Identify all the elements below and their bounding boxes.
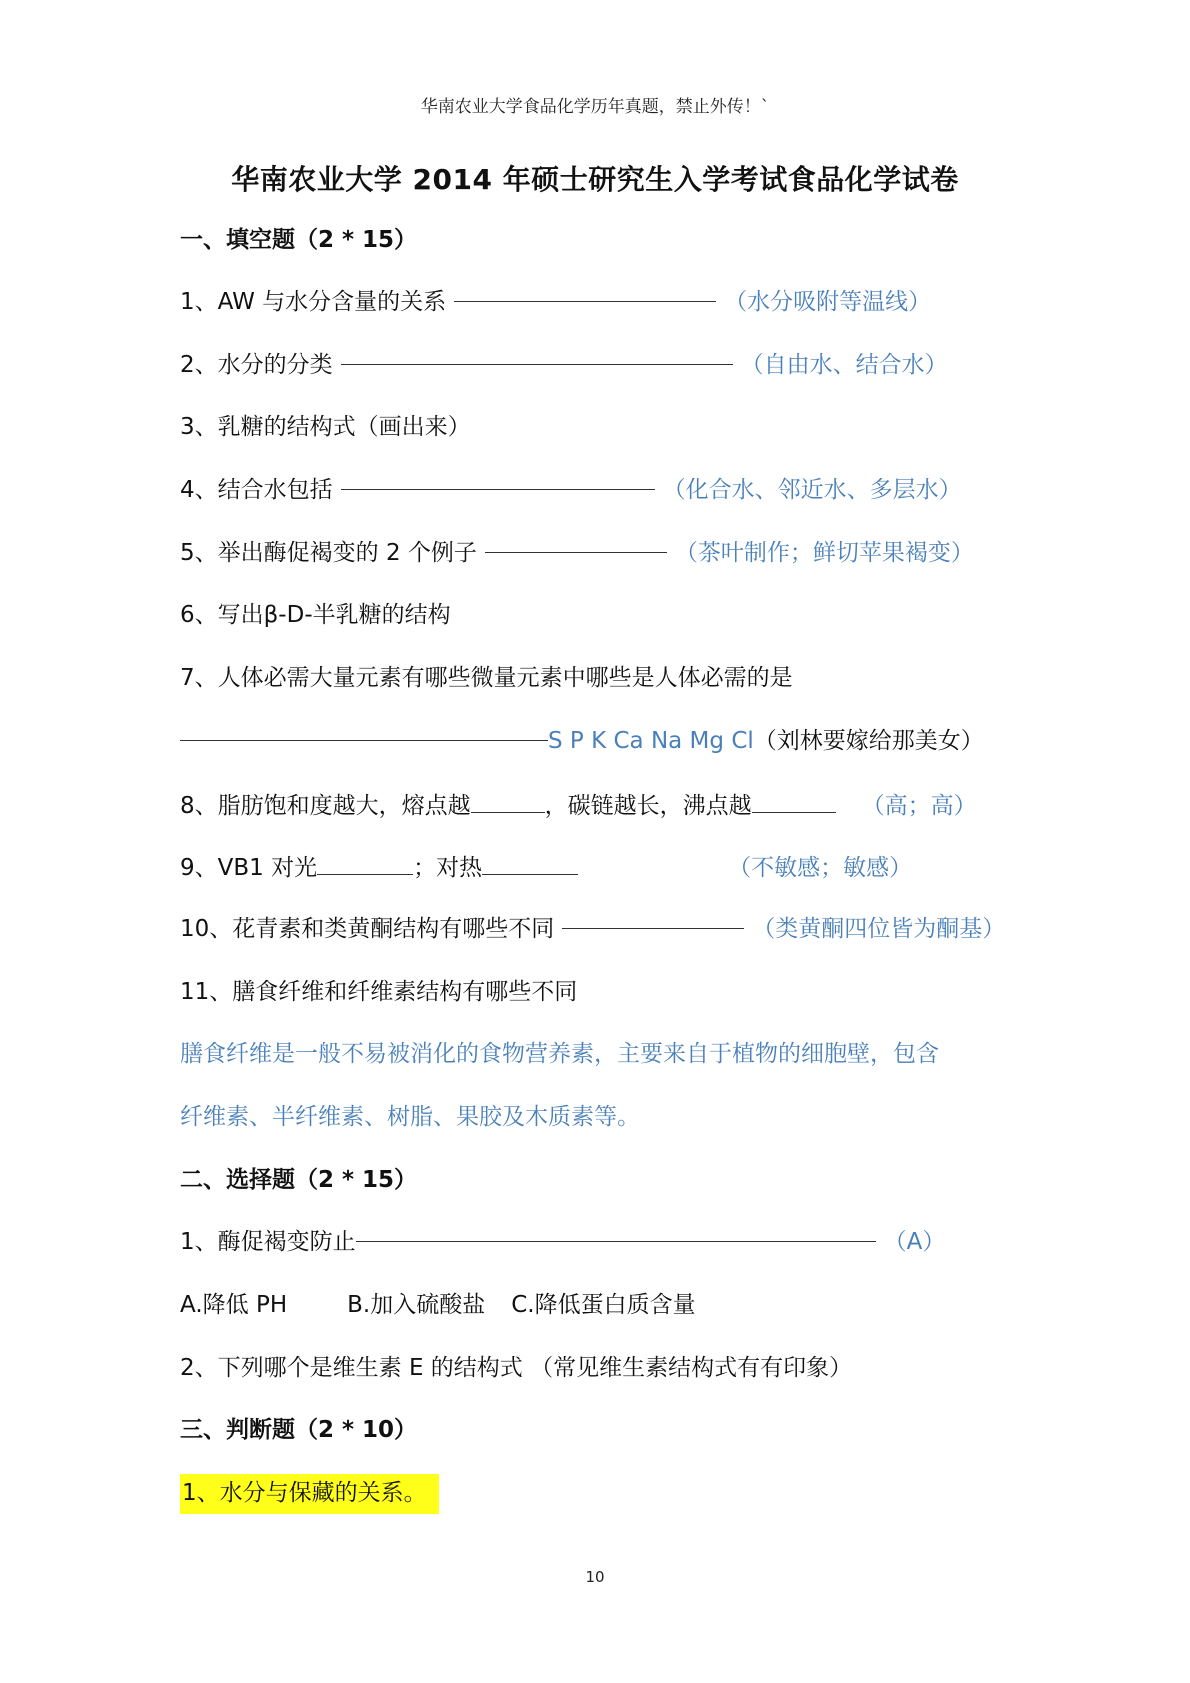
- question-text: 10、花青素和类黄酮结构有哪些不同: [180, 916, 555, 942]
- fill-question-7-answer: [180, 725, 984, 757]
- fill-question-11-answer-line-1: 膳食纤维是一般不易被消化的食物营养素，主要来自于植物的细胞壁，包含: [180, 1041, 939, 1067]
- fill-question-7: [180, 662, 793, 694]
- section-multiple-choice: 二、选择题（2 * 15）: [180, 1167, 418, 1193]
- answer-line: [562, 928, 744, 929]
- mnemonic-note: （刘林要嫁给那美女）: [753, 728, 984, 754]
- answer-line: [356, 1241, 876, 1242]
- fill-question-2: [180, 349, 948, 381]
- option-c: C.降低蛋白质含量: [511, 1292, 696, 1318]
- question-text: 4、结合水包括: [180, 477, 333, 503]
- blank-field: [752, 788, 836, 813]
- page-number: 10: [585, 1568, 605, 1586]
- fill-question-11-answer-line-2: 纤维素、半纤维素、树脂、果胶及木质素等。: [180, 1104, 640, 1130]
- question-text: 11、膳食纤维和纤维素结构有哪些不同: [180, 979, 578, 1005]
- highlighted-question-text: 1、水分与保藏的关系。: [180, 1474, 439, 1514]
- choice-question-2: [180, 1352, 852, 1384]
- answer-line: [180, 740, 548, 741]
- question-text: 6、写出β-D-半乳糖的结构: [180, 602, 451, 628]
- answer-text: （水分吸附等温线）: [724, 289, 932, 315]
- page-header: 华南农业大学食品化学历年真题，禁止外传！`: [420, 97, 770, 117]
- fill-question-3: [180, 411, 471, 443]
- answer-text: （茶叶制作；鲜切苹果褐变）: [674, 540, 974, 566]
- option-a: A.降低 PH: [180, 1292, 288, 1318]
- fill-question-1: [180, 286, 931, 318]
- page-title: 华南农业大学 2014 年硕士研究生入学考试食品化学试卷: [231, 163, 959, 196]
- question-text: 2、水分的分类: [180, 352, 333, 378]
- choice-question-1-options: [180, 1289, 696, 1321]
- answer-text: （高；高）: [861, 793, 977, 819]
- answer-line: [341, 364, 733, 365]
- answer-text: （类黄酮四位皆为酮基）: [752, 916, 1006, 942]
- fill-question-9: [180, 850, 912, 884]
- question-text: 7、人体必需大量元素有哪些微量元素中哪些是人体必需的是: [180, 665, 793, 691]
- section-fill-in-blank: 一、填空题（2 * 15）: [180, 227, 418, 253]
- blank-field: [471, 788, 545, 813]
- answer-text: （不敏感；敏感）: [728, 855, 913, 881]
- fill-question-6: [180, 599, 451, 631]
- fill-question-11: [180, 976, 577, 1008]
- answer-text: （化合水、邻近水、多层水）: [662, 477, 962, 503]
- option-b: B.加入硫酸盐: [347, 1292, 486, 1318]
- choice-question-1: [180, 1226, 945, 1258]
- answer-line: [341, 489, 655, 490]
- answer-line: [454, 301, 716, 302]
- judge-question-1: [180, 1477, 439, 1509]
- question-text-b: ，碳链越长，沸点越: [544, 793, 752, 819]
- question-text: 2、下列哪个是维生素 E 的结构式 （常见维生素结构式有有印象）: [180, 1355, 853, 1381]
- question-text: 1、AW 与水分含量的关系: [180, 289, 447, 315]
- question-text-a: 9、VB1 对光: [180, 855, 318, 881]
- fill-question-10: [180, 913, 1005, 945]
- fill-question-5: [180, 537, 974, 569]
- blank-field: [482, 850, 578, 875]
- answer-line: [485, 552, 667, 553]
- blank-field: [317, 850, 413, 875]
- answer-text: （A）: [883, 1229, 946, 1255]
- answer-text: （自由水、结合水）: [740, 352, 948, 378]
- question-text-b: ；对热: [413, 855, 483, 881]
- question-text: 5、举出酶促褐变的 2 个例子: [180, 540, 477, 566]
- question-text-a: 8、脂肪饱和度越大，熔点越: [180, 793, 471, 819]
- question-text: 1、酶促褐变防止: [180, 1229, 356, 1255]
- answer-text: S P K Ca Na Mg Cl: [548, 728, 754, 754]
- fill-question-4: [180, 474, 962, 506]
- question-text: 3、乳糖的结构式（画出来）: [180, 414, 471, 440]
- section-true-false: 三、判断题（2 * 10）: [180, 1417, 418, 1443]
- fill-question-8: [180, 788, 977, 822]
